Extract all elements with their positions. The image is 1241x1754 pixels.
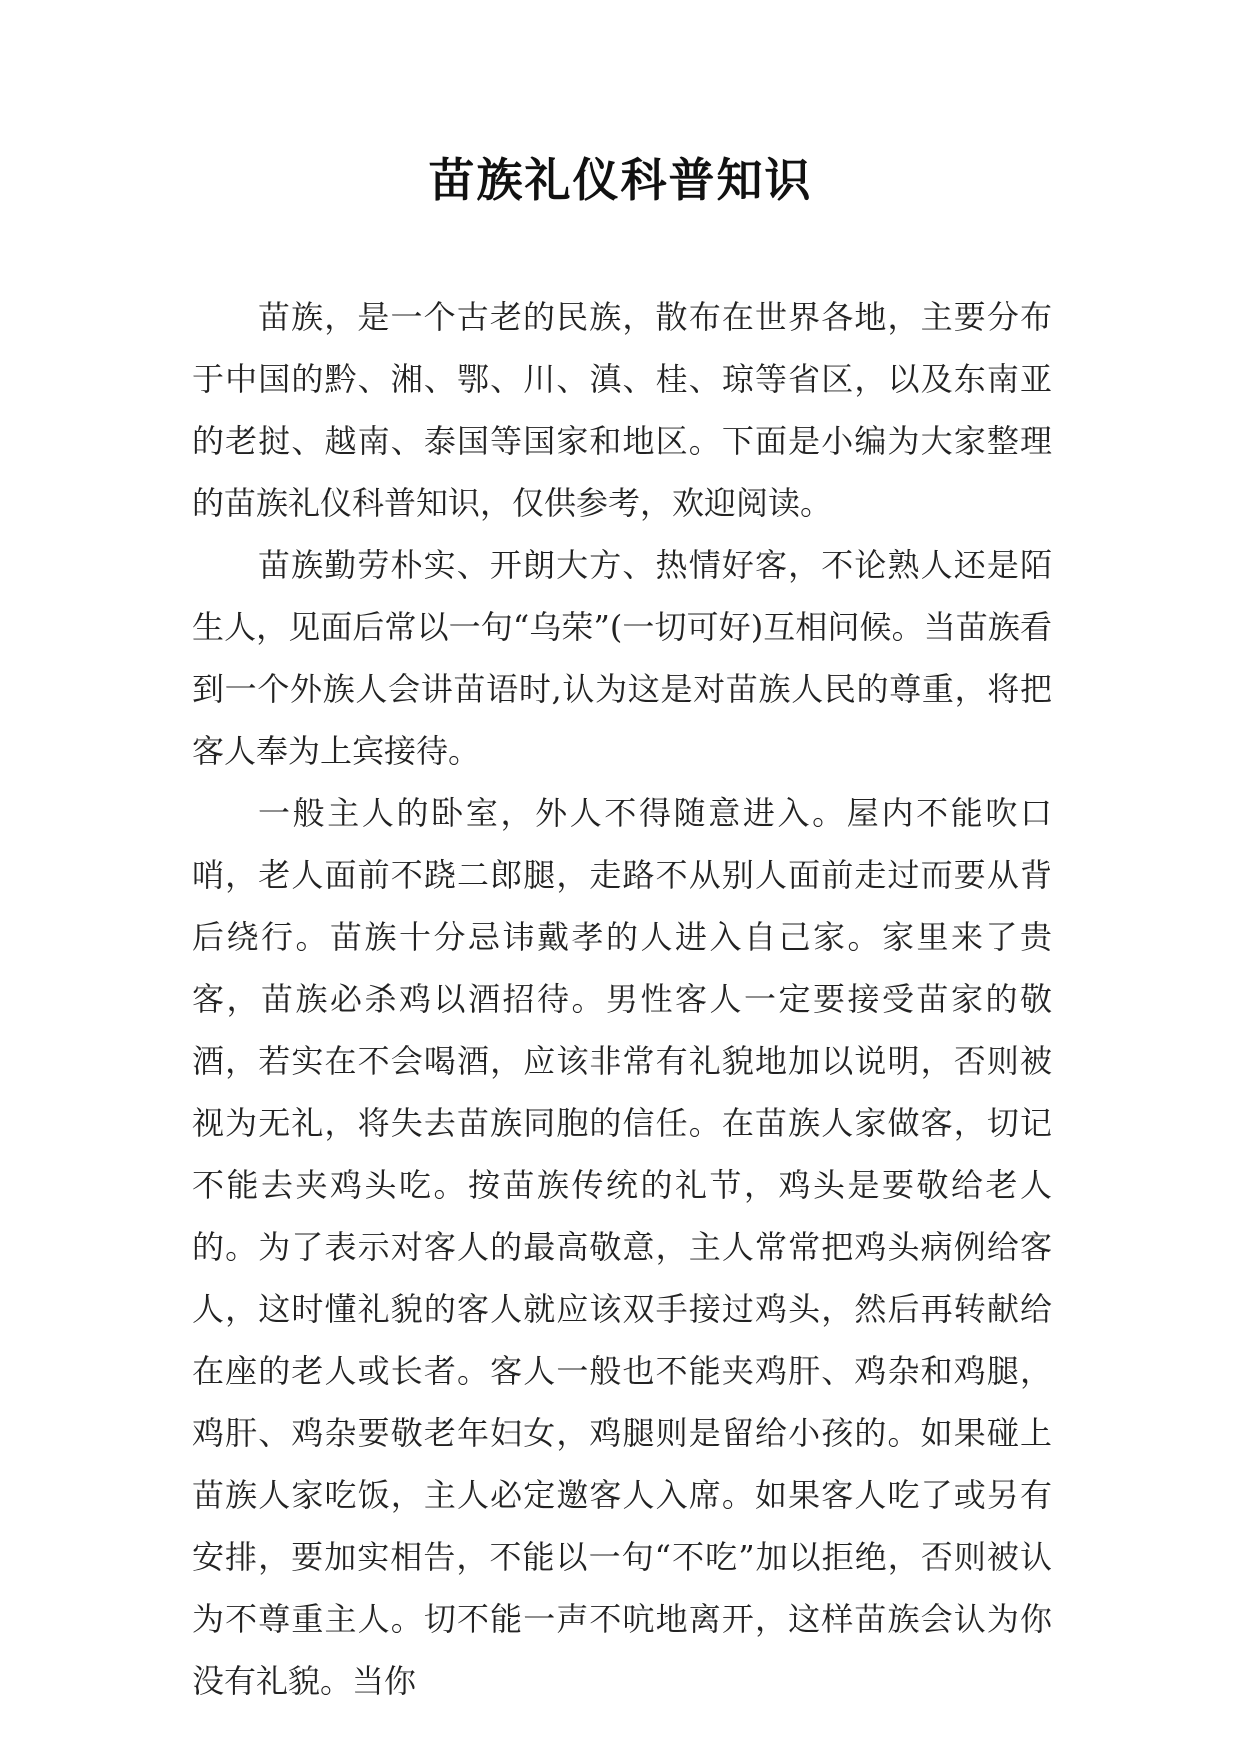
paragraph-greeting: 苗族勤劳朴实、开朗大方、热情好客，不论熟人还是陌生人，见面后常以一句“乌荣”(一切可好)互相问候。当苗族看到一个外族人会讲苗语时,认为这是对苗族人民的尊重，将把客人奉为上宾接待。 bbox=[192, 546, 1052, 770]
document-title: 苗族礼仪科普知识 bbox=[428, 153, 813, 207]
paragraph-intro: 苗族，是一个古老的民族，散布在世界各地，主要分布于中国的黔、湘、鄂、川、滇、桂、琼等省区，以及东南亚的老挝、越南、泰国等国家和地区。下面是小编为大家整理的苗族礼仪科普知识，仅供参考，欢迎阅读。 bbox=[192, 298, 1052, 522]
document-body bbox=[192, 286, 1052, 1712]
paragraph-etiquette: 一般主人的卧室，外人不得随意进入。屋内不能吹口哨，老人面前不跷二郎腿，走路不从别人面前走过而要从背后绕行。苗族十分忌讳戴孝的人进入自己家。家里来了贵客，苗族必杀鸡以酒招待。男性客人一定要接受苗家的敬酒，若实在不会喝酒，应该非常有礼貌地加以说明，否则被视为无礼，将失去苗族同胞的信任。在苗族人家做客，切记不能去夹鸡头吃。按苗族传统的礼节，鸡头是要敬给老人的。为了表示对客人的最高敬意，主人常常把鸡头病例给客人，这时懂礼貌的客人就应该双手接过鸡头，然后再转献给在座的老人或长者。客人一般也不能夹鸡肝、鸡杂和鸡腿，鸡肝、鸡杂要敬老年妇女，鸡腿则是留给小孩的。如果碰上苗族人家吃饭，主人必定邀客人入席。如果客人吃了或另有安排，要加实相告，不能以一句“不吃”加以拒绝，否则被认为不尊重主人。切不能一声不吭地离开，这样苗族会认为你没有礼貌。当你 bbox=[192, 794, 1052, 1700]
